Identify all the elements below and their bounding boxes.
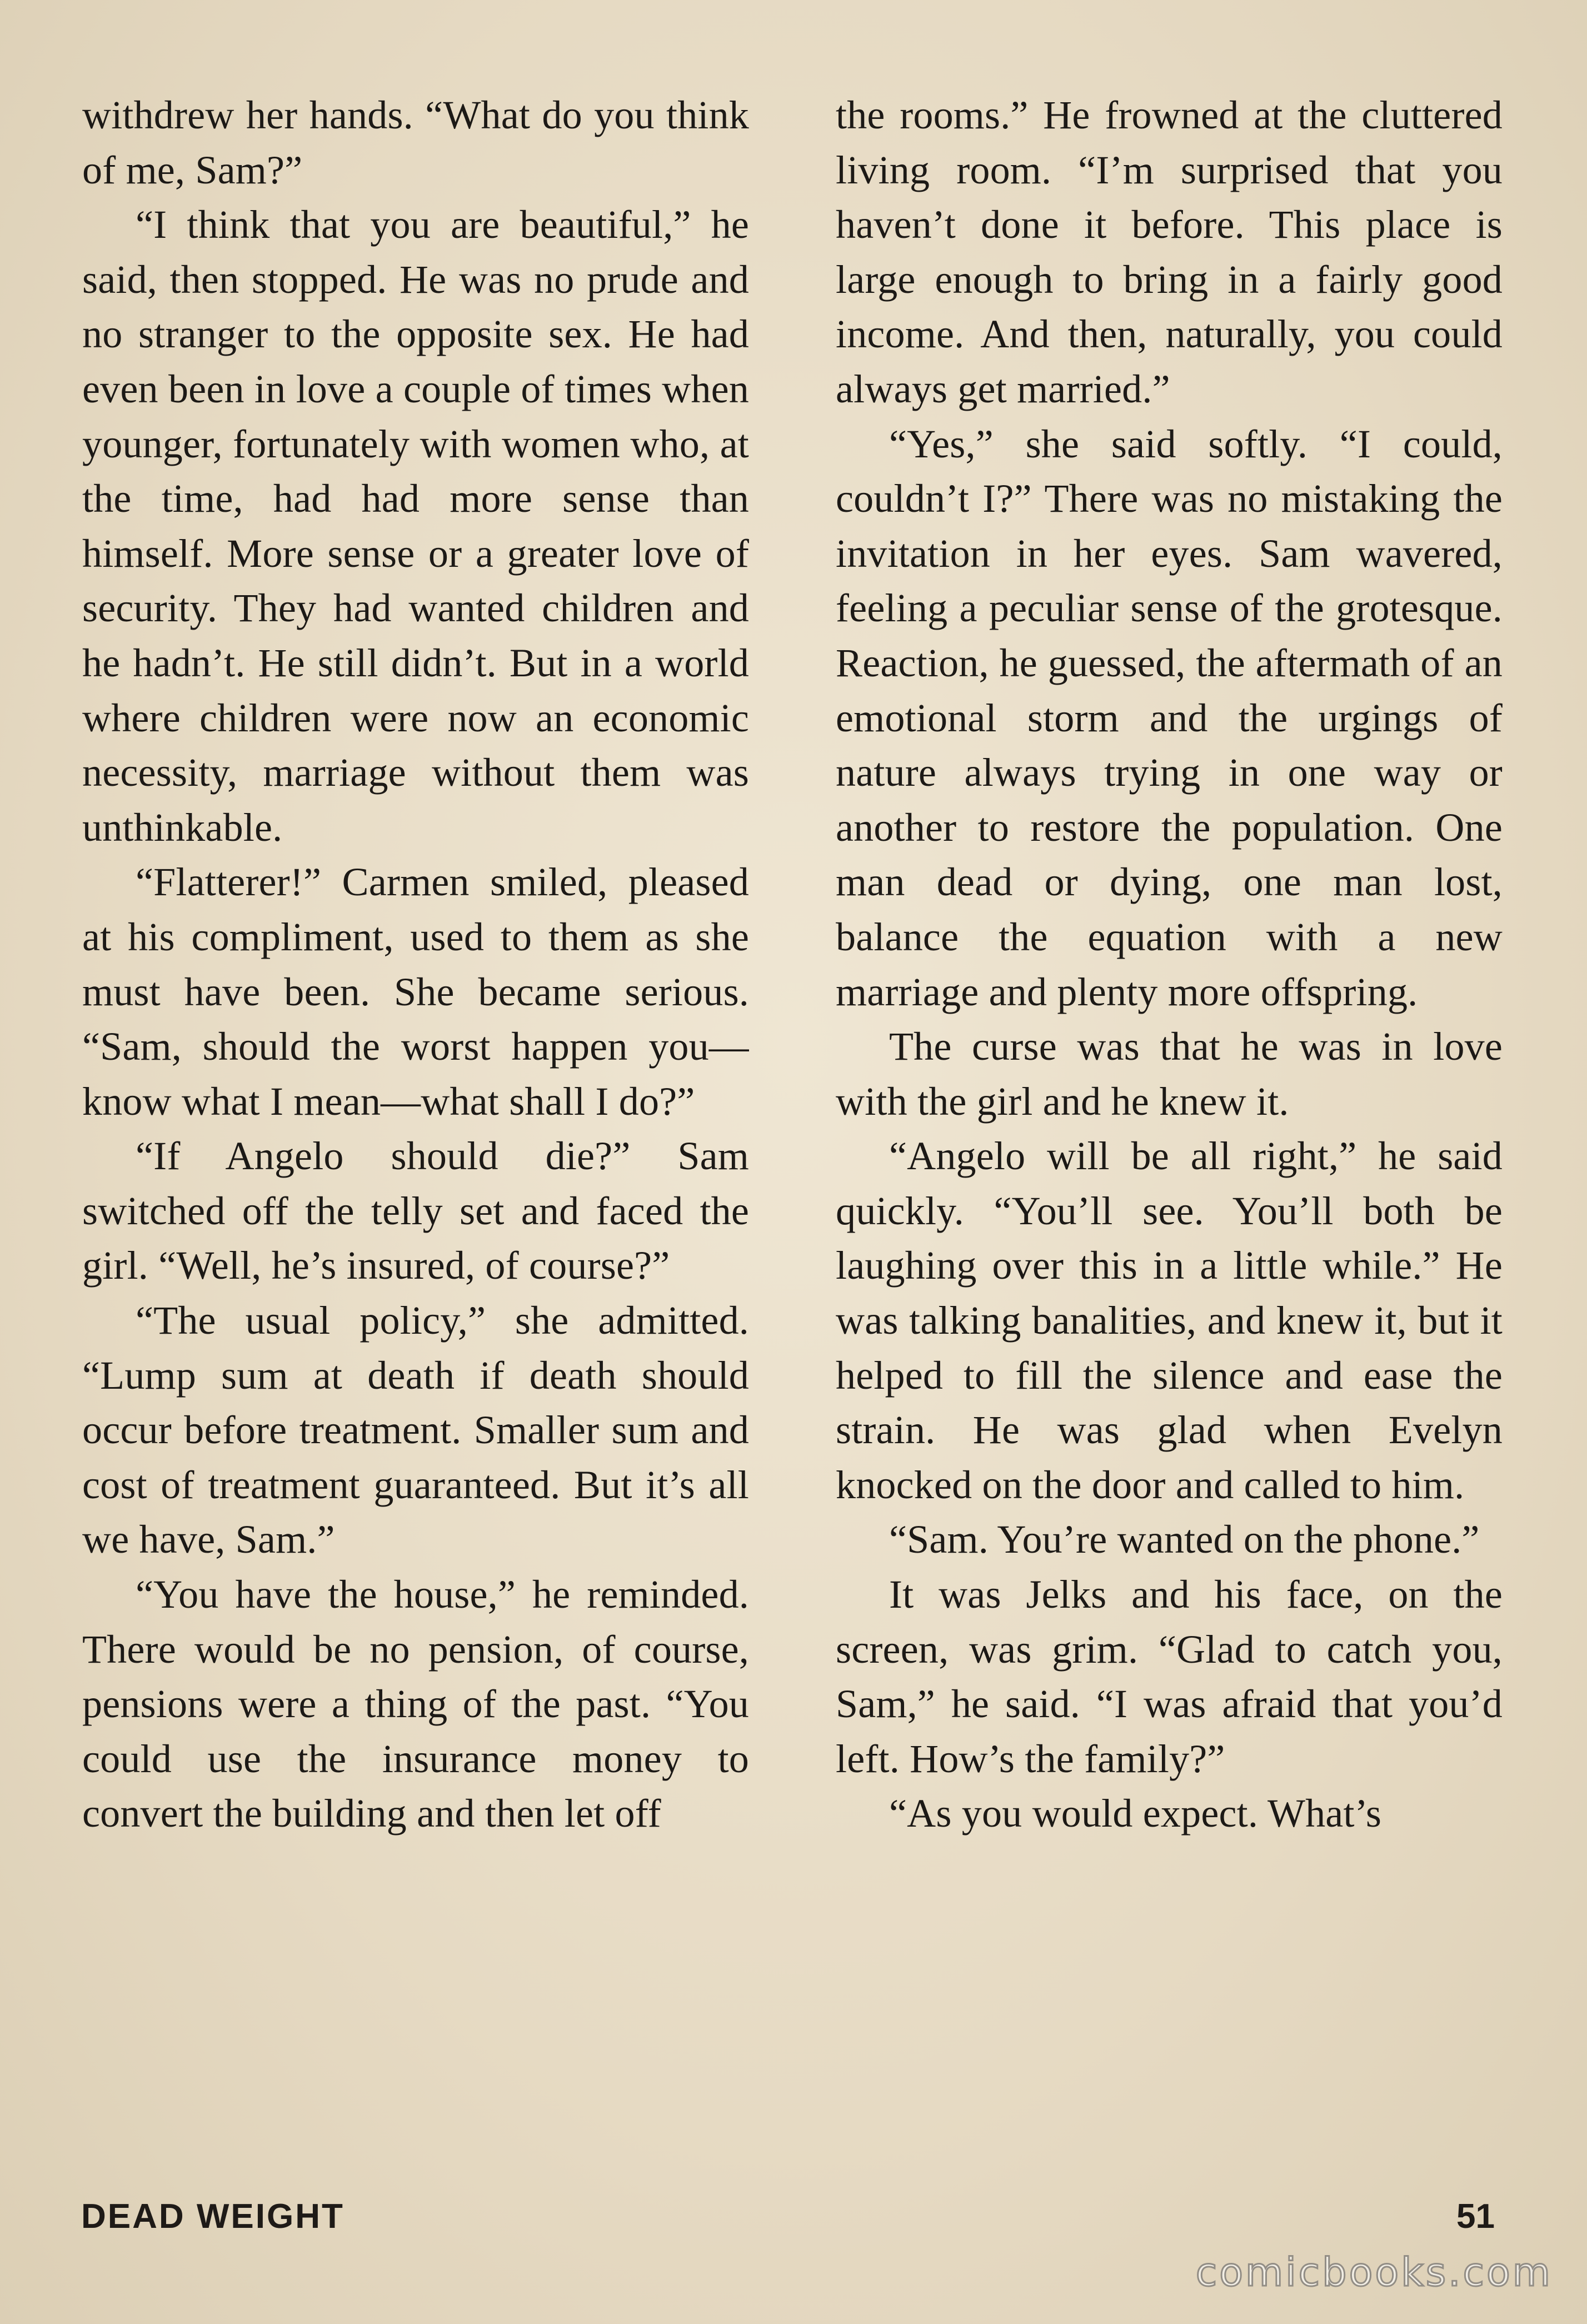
paragraph: the rooms.” He frowned at the cluttered living room. “I’m surprised that you haven’t done it before. This place is large enough to bring in a fairly good income. And then, naturally, you could always get married.”	[836, 93, 1503, 411]
right-column	[836, 88, 1503, 2183]
paragraph: “As you would expect. What’s	[889, 1791, 1382, 1836]
paragraph: The curse was that he was in love with the girl and he knew it.	[836, 1024, 1503, 1124]
paragraph: “The usual policy,” she admitted. “Lump sum at death if death should occur before treatment. Smaller sum and cost of treatment guaranteed. But it’s all we have, Sam.”	[82, 1298, 749, 1562]
paragraph: “Angelo will be all right,” he said quickly. “You’ll see. You’ll both be laughing over this in a little while.” He was talking banalities, and knew it, but it helped to fill the silence and ease the strain. He was glad when Evelyn knocked on the door and called to him.	[836, 1134, 1503, 1507]
watermark-logo: comicbooks.com	[1195, 2250, 1553, 2295]
page-number: 51	[1456, 2197, 1495, 2236]
running-footer-title: DEAD WEIGHT	[81, 2197, 345, 2236]
paragraph: It was Jelks and his face, on the screen, was grim. “Glad to catch you, Sam,” he said. “I was afraid that you’d left. How’s the family?”	[836, 1572, 1503, 1781]
paragraph: “Yes,” she said softly. “I could, couldn’t I?” There was no mistaking the invitation in her eyes. Sam wavered, feeling a peculiar sense of the grotesque. Reaction, he guessed, the aftermath of an emotional storm and the urgings of nature always trying in one way or another to restore the population. One man dead or dying, one man lost, balance the equation with a new marriage and plenty more offspring.	[836, 421, 1503, 1014]
paragraph: “If Angelo should die?” Sam switched off the telly set and faced the girl. “Well, he’s insured, of course?”	[82, 1134, 749, 1288]
left-column	[82, 88, 749, 2183]
paragraph: “Sam. You’re wanted on the phone.”	[889, 1517, 1480, 1562]
paragraph: “You have the house,” he reminded. There would be no pension, of course, pensions were a thing of the past. “You could use the insurance money to convert the building and then let off	[82, 1572, 749, 1836]
paragraph: withdrew her hands. “What do you think of me, Sam?”	[82, 93, 749, 192]
paragraph: “I think that you are beautiful,” he said, then stopped. He was no prude and no stranger to the opposite sex. He had even been in love a couple of times when younger, fortunately with women who, at the time, had had more sense than himself. More sense or a greater love of security. They had wanted children and he hadn’t. He still didn’t. But in a world where children were now an economic necessity, marriage without them was unthinkable.	[82, 202, 749, 850]
paragraph: “Flatterer!” Carmen smiled, pleased at his compliment, used to them as she must have been. She became serious. “Sam, should the worst happen you—know what I mean—what shall I do?”	[82, 860, 749, 1124]
